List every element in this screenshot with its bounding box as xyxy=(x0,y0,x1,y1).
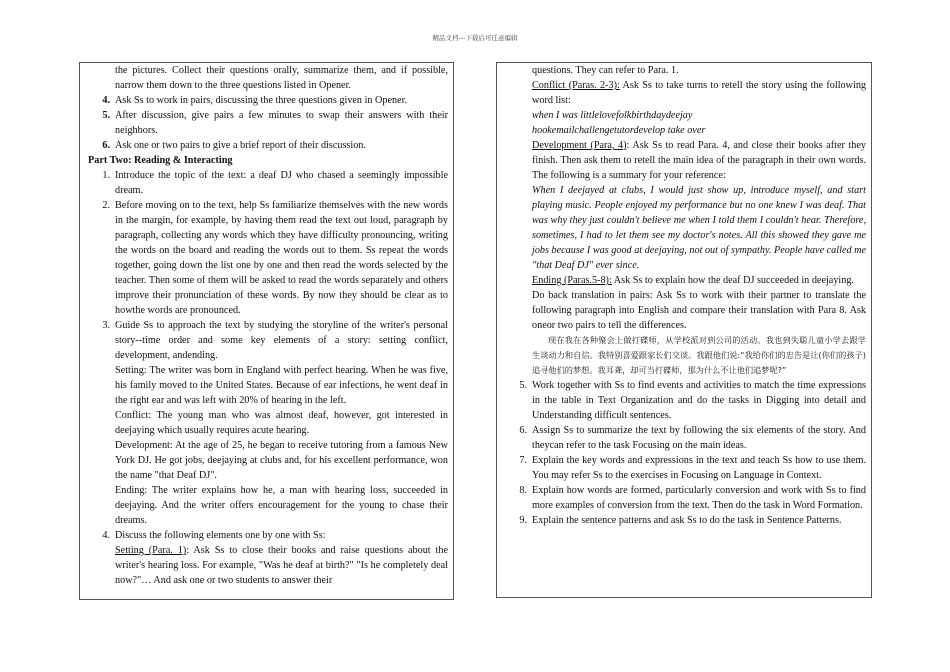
list-item xyxy=(505,453,866,483)
setting-text: : Ask Ss to close their books and raise questions about the writer's hearing loss. For example, "Was he deaf at birth?" "Is he completely deal now?"… And ask one or two students to answer their xyxy=(115,545,448,586)
item-text: Ask one or two pairs to give a brief report of their discussion. xyxy=(115,140,366,151)
item-text: Explain how words are formed, particularly conversion and work with Ss to find more examples of conversion from the text. Then do the task in Word Formation. xyxy=(532,485,866,511)
list-item xyxy=(88,528,448,543)
item-number: 3. xyxy=(102,320,110,331)
continued-text: the pictures. Collect their questions orally, summarize them, and if possible, narrow them down to the three questions listed in Opener. xyxy=(115,65,448,91)
summary-text: When I deejayed at clubs, I would just show up, introduce myself, and start playing music. People enjoyed my performance but no one knew I was deaf. That was why they just couldn't believe me when I told them I couldn't hear. Therefore, sometimes, I had to let them see my doctor's notes. All this showed they gave me jobs because I was good at deejaying, not out of sympathy. People have called me "that Deaf DJ" ever since. xyxy=(532,185,866,271)
story-development: Development: At the age of 25, he began to receive tutoring from a famous New York DJ. He got jobs, deejaying at clubs and, for his excellent performance, won the name "that Deaf DJ". xyxy=(115,440,448,481)
story-ending: Ending: The writer explains how he, a man with hearing loss, succeeded in deejaying. And the writer offers encouragement for the young to chase their dreams. xyxy=(115,485,448,526)
conflict-discussion xyxy=(505,78,866,108)
item-text: Guide Ss to approach the text by studying the storyline of the writer's personal story--time order and some key elements of a story: setting conflict, development, andending. xyxy=(115,320,448,361)
left-column xyxy=(79,62,454,600)
item-number: 7. xyxy=(519,455,527,466)
item-text: Explain the sentence patterns and ask Ss to do the task in Sentence Patterns. xyxy=(532,515,842,526)
item-text: Introduce the topic of the text: a deaf DJ who chased a seemingly impossible dream. xyxy=(115,170,448,196)
list-item xyxy=(88,138,448,153)
item-text: Before moving on to the text, help Ss familiarize themselves with the new words in the margin, for example, by having them read the text out loud, paragraph by paragraph, collecting any words which they have difficulty pronouncing, writing the words on the board and reading the words out to them. Ss repeat the words together, going down the list one by one and then read the words selected by the teacher. Then some of them will be asked to read the words separately and others improve their pronunciation of these words. By now they should be clear as to howthe words are pronounced. xyxy=(115,200,448,316)
word-list: hookemailchallengetutordevelop take over xyxy=(532,125,706,136)
word-list: when I was littlelovefolkbirthdaydeejay xyxy=(532,110,693,121)
story-setting: Setting: The writer was born in England with perfect hearing. When he was five, his family moved to the United States. Because of ear infections, he went deaf in the right ear and was left with 20% of hearing in the left. xyxy=(115,365,448,406)
right-column xyxy=(496,62,872,598)
list-item xyxy=(88,108,448,138)
story-conflict: Conflict: The young man who was almost deaf, however, got interested in deejaying which usually requires acute hearing. xyxy=(115,410,448,436)
item-number: 4. xyxy=(102,530,110,541)
list-item xyxy=(88,198,448,318)
item-number: 2. xyxy=(102,200,110,211)
ending-label: Ending (Paras.5-8): xyxy=(532,275,612,286)
item-text: Discuss the following elements one by one with Ss: xyxy=(115,530,326,541)
item-number: 4. xyxy=(102,95,110,106)
back-translation: Do back translation in pairs: Ask Ss to work with their partner to translate the following paragraph into English and compare their translation with Para 8. Ask oneor two pairs to tell the differences. xyxy=(532,290,866,331)
list-item xyxy=(88,93,448,108)
item-text: Assign Ss to summarize the text by following the six elements of the story. And theycan refer to the task Focusing on the main ideas. xyxy=(532,425,866,451)
list-item xyxy=(505,378,866,423)
list-item xyxy=(88,168,448,198)
development-text: : Ask Ss to read Para. 4, and close their books after they finish. Then ask them to retell the main idea of the paragraph in their own words. The following is a summary for your reference: xyxy=(532,140,866,181)
setting-label: Setting (Para. 1) xyxy=(115,545,187,556)
item-number: 5. xyxy=(102,110,110,121)
conflict-label: Conflict (Paras. 2-3): xyxy=(532,80,620,91)
item-number: 1. xyxy=(102,170,110,181)
development-label: Development (Para, 4) xyxy=(532,140,627,151)
item-number: 8. xyxy=(519,485,527,496)
list-item xyxy=(505,423,866,453)
item-text: Work together with Ss to find events and activities to match the time expressions in the table in Text Organization and do the tasks in Digging into detail and Understanding difficult sentences. xyxy=(532,380,866,421)
chinese-paragraph: 现在我在各种聚会上做打碟师，从学校派对到公司的活动。我也到失聪儿童小学去跟学生谈动力和自信。我特别喜爱跟家长们交谈。我跟他们说:“我给你们的忠告是让(你们的孩子)追寻他们的梦想。我耳聋，却可当打碟师，那为什么不让他们追梦呢?” xyxy=(532,335,866,375)
item-number: 5. xyxy=(519,380,527,391)
conflict-text: Ask Ss to take turns to retell the story using the following word list: xyxy=(532,80,867,106)
development-discussion xyxy=(505,138,866,183)
item-number: 6. xyxy=(519,425,527,436)
item-text: Ask Ss to work in pairs, discussing the three questions given in Opener. xyxy=(115,95,408,106)
list-item xyxy=(88,318,448,363)
item-number: 9. xyxy=(519,515,527,526)
ending-discussion xyxy=(505,273,866,288)
ending-text: Ask Ss to explain how the deaf DJ succeeded in deejaying. xyxy=(611,275,854,286)
list-item xyxy=(505,483,866,513)
page-header: 精品文档---下载后可任意编辑 xyxy=(432,34,518,42)
continued-text: questions. They can refer to Para. 1. xyxy=(532,65,679,76)
list-item xyxy=(505,513,866,528)
item-number: 6. xyxy=(102,140,110,151)
item-text: After discussion, give pairs a few minutes to swap their answers with their neighbors. xyxy=(115,110,448,136)
section-heading: Part Two: Reading & Interacting xyxy=(88,155,233,166)
setting-discussion xyxy=(88,543,448,588)
item-text: Explain the key words and expressions in the text and teach Ss how to use them. You may refer Ss to the exercises in Focusing on Language in Context. xyxy=(532,455,866,481)
